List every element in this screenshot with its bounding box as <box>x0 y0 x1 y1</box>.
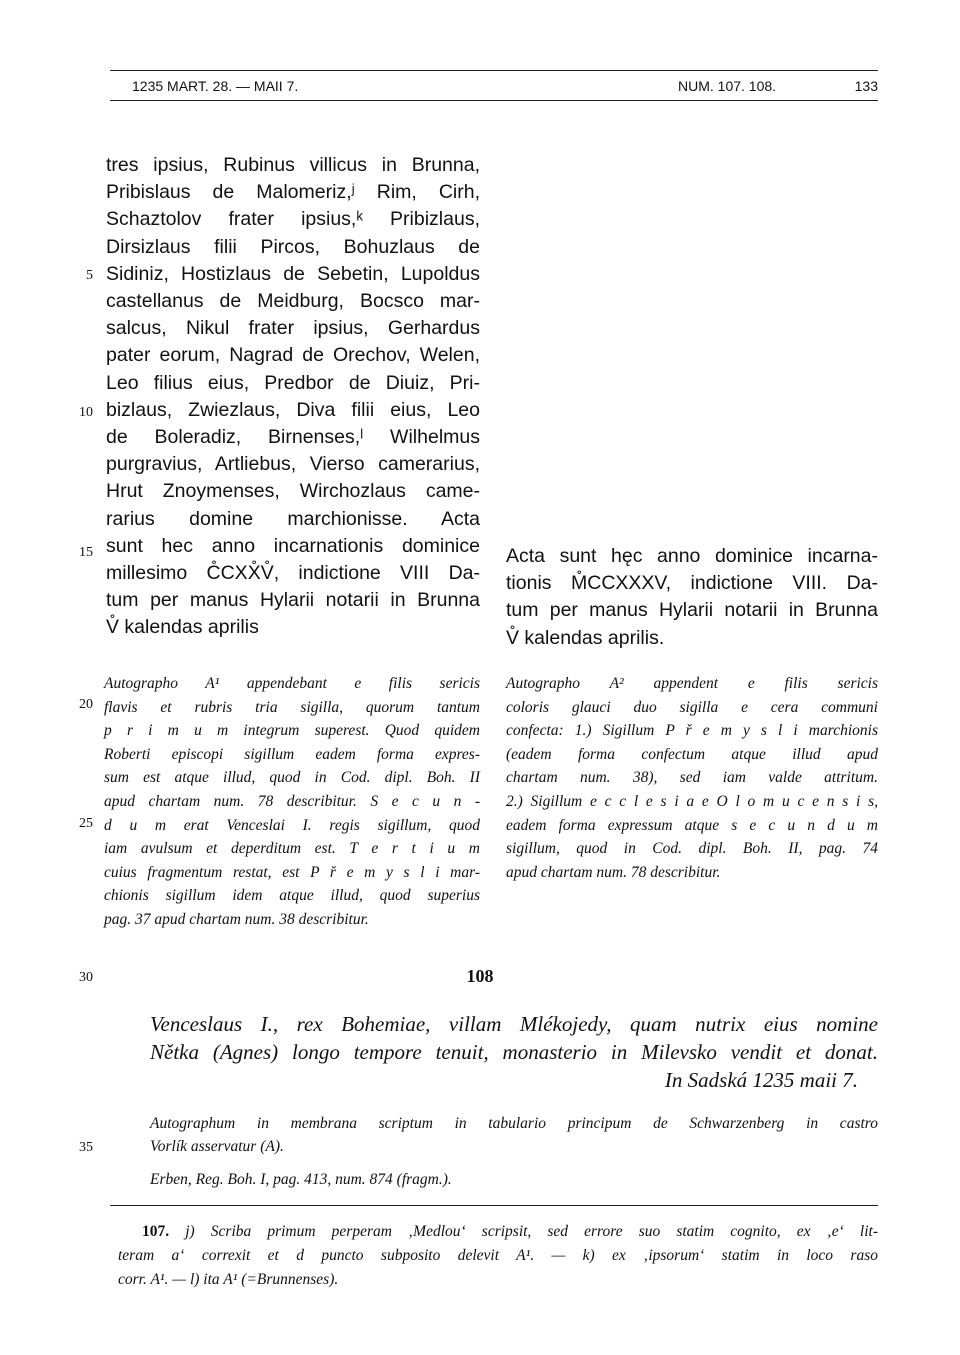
note-line: confecta: 1.) Sigillum P ř e m y s l i marchionis <box>506 722 878 740</box>
note-line: Roberti episcopi sigillum eadem forma expres- <box>104 745 480 763</box>
charter-text-right-column <box>506 543 878 652</box>
text-line: salcus, Nikul frater ipsius, Gerhardus <box>106 317 480 340</box>
document-number: 108 <box>466 966 494 986</box>
text-line: bizlaus, Zwiezlaus, Diva filii eius, Leo <box>106 398 480 421</box>
line-number: 5 <box>86 268 93 283</box>
text-line: de Boleradiz, Birnenses,ˡ Wilhelmus <box>106 426 480 449</box>
text-line: sunt hec anno incarnationis dominice <box>106 534 480 557</box>
text-line: V̊ kalendas aprilis <box>106 616 259 639</box>
footnote-text: j) Scriba primum perperam ‚Medlou‘ scripsit, sed errore suo statim cognito, ex ‚e‘ lit- <box>185 1223 878 1240</box>
page-number: 133 <box>854 78 878 94</box>
text-line: Schaztolov frater ipsius,ᵏ Pribizlaus, <box>106 208 480 231</box>
note-line: p r i m u m integrum superest. Quod quidem <box>104 722 480 740</box>
regest <box>150 1010 878 1094</box>
text-line: tum per manus Hylarii notarii in Brunna <box>506 599 878 622</box>
text-line: Hrut Znoymenses, Wirchozlaus came- <box>106 480 480 503</box>
note-line: chartam num. 38), sed iam valde attritum. <box>506 769 878 787</box>
note-line: sum est atque illud, quod in Cod. dipl. Boh. II <box>104 769 480 787</box>
regest-line: Venceslaus I., rex Bohemiae, villam Mlékojedy, quam nutrix eius nomine <box>150 1012 878 1036</box>
line-number: 25 <box>79 816 93 831</box>
text-line: Pribislaus de Malomeriz,ʲ Rim, Cirh, <box>106 181 480 204</box>
line-number: 30 <box>79 970 93 985</box>
text-line: castellanus de Meidburg, Bocsco mar- <box>106 290 480 313</box>
note-line: chionis sigillum idem atque illud, quod superius <box>104 887 480 905</box>
note-line: flavis et rubris tria sigilla, quorum tantum <box>104 698 480 716</box>
footnote-line: corr. A¹. — l) ita A¹ (=Brunnenses). <box>118 1271 339 1288</box>
header-date-range: 1235 MART. 28. — MAII 7. <box>132 78 299 94</box>
note-line: (eadem forma confectum atque illud apud <box>506 745 878 763</box>
charter-text-left-column <box>106 152 480 642</box>
text-line: Acta sunt hęc anno dominice incarna- <box>506 545 878 567</box>
text-line: tionis M̊CCXXXV, indictione VIII. Da- <box>506 572 878 595</box>
seal-note-left <box>104 672 480 932</box>
note-line: Autographo A² appendent e filis sericis <box>506 675 878 692</box>
note-line: apud chartam num. 78 describitur. S e c u n - <box>104 792 480 810</box>
text-line: tum per manus Hylarii notarii in Brunna <box>106 589 480 612</box>
source-line: Vorlík asservatur (A). <box>150 1138 284 1155</box>
place-date: In Sadská 1235 maii 7. <box>664 1068 858 1092</box>
text-line: Dirsizlaus filii Pircos, Bohuzlaus de <box>106 235 480 258</box>
source-line: Erben, Reg. Boh. I, pag. 413, num. 874 (fragm.). <box>150 1171 452 1188</box>
note-line: cuius fragmentum restat, est P ř e m y s l i mar- <box>104 863 480 881</box>
text-line: millesimo C̊CXX̊V̊, indictione VIII Da- <box>106 562 480 585</box>
note-line: eadem forma expressum atque s e c u n d u m <box>506 816 878 834</box>
note-line: coloris glauci duo sigilla e cera communi <box>506 698 878 716</box>
source-note <box>150 1112 878 1191</box>
text-line: rarius domine marchionisse. Acta <box>106 507 480 530</box>
header-rule <box>110 100 878 101</box>
top-rule <box>110 70 878 71</box>
note-line: apud chartam num. 78 describitur. <box>506 863 721 881</box>
text-line: tres ipsius, Rubinus villicus in Brunna, <box>106 154 480 176</box>
text-line: purgravius, Artliebus, Vierso camerarius, <box>106 453 480 476</box>
text-line: pater eorum, Nagrad de Orechov, Welen, <box>106 344 480 367</box>
line-number: 35 <box>79 1140 93 1155</box>
note-line: 2.) Sigillum e c c l e s i a e O l o m u c e n s i s, <box>506 792 878 810</box>
text-line: Sidiniz, Hostizlaus de Sebetin, Lupoldus <box>106 262 480 285</box>
footnote-line: teram a‘ correxit et d puncto subposito delevit A¹. — k) ex ‚ipsorum‘ statim in loco raso <box>118 1247 878 1264</box>
seal-note-right <box>506 672 878 884</box>
text-line: V̊ kalendas aprilis. <box>506 626 665 649</box>
footnote-number: 107. <box>142 1223 170 1240</box>
note-line: iam avulsum et deperditum est. T e r t i u m <box>104 840 480 858</box>
note-line: d u m erat Venceslai I. regis sigillum, quod <box>104 816 480 834</box>
footnote-rule <box>110 1205 878 1206</box>
header-document-numbers: NUM. 107. 108. <box>678 78 777 94</box>
note-line: Autographo A¹ appendebant e filis sericis <box>104 675 480 692</box>
line-number: 10 <box>79 405 93 420</box>
source-line: Autographum in membrana scriptum in tabulario principum de Schwarzenberg in castro <box>150 1115 878 1132</box>
text-line: Leo filius eius, Predbor de Diuiz, Pri- <box>106 371 480 394</box>
line-number: 15 <box>79 545 93 560</box>
note-line: pag. 37 apud chartam num. 38 describitur. <box>104 910 369 928</box>
regest-line: Nětka (Agnes) longo tempore tenuit, monasterio in Milevsko vendit et donat. <box>150 1040 878 1064</box>
running-header <box>110 78 878 98</box>
footnote-line <box>118 1220 878 1244</box>
note-line: sigillum, quod in Cod. dipl. Boh. II, pag. 74 <box>506 840 878 858</box>
line-number: 20 <box>79 697 93 712</box>
footnotes <box>118 1220 878 1292</box>
